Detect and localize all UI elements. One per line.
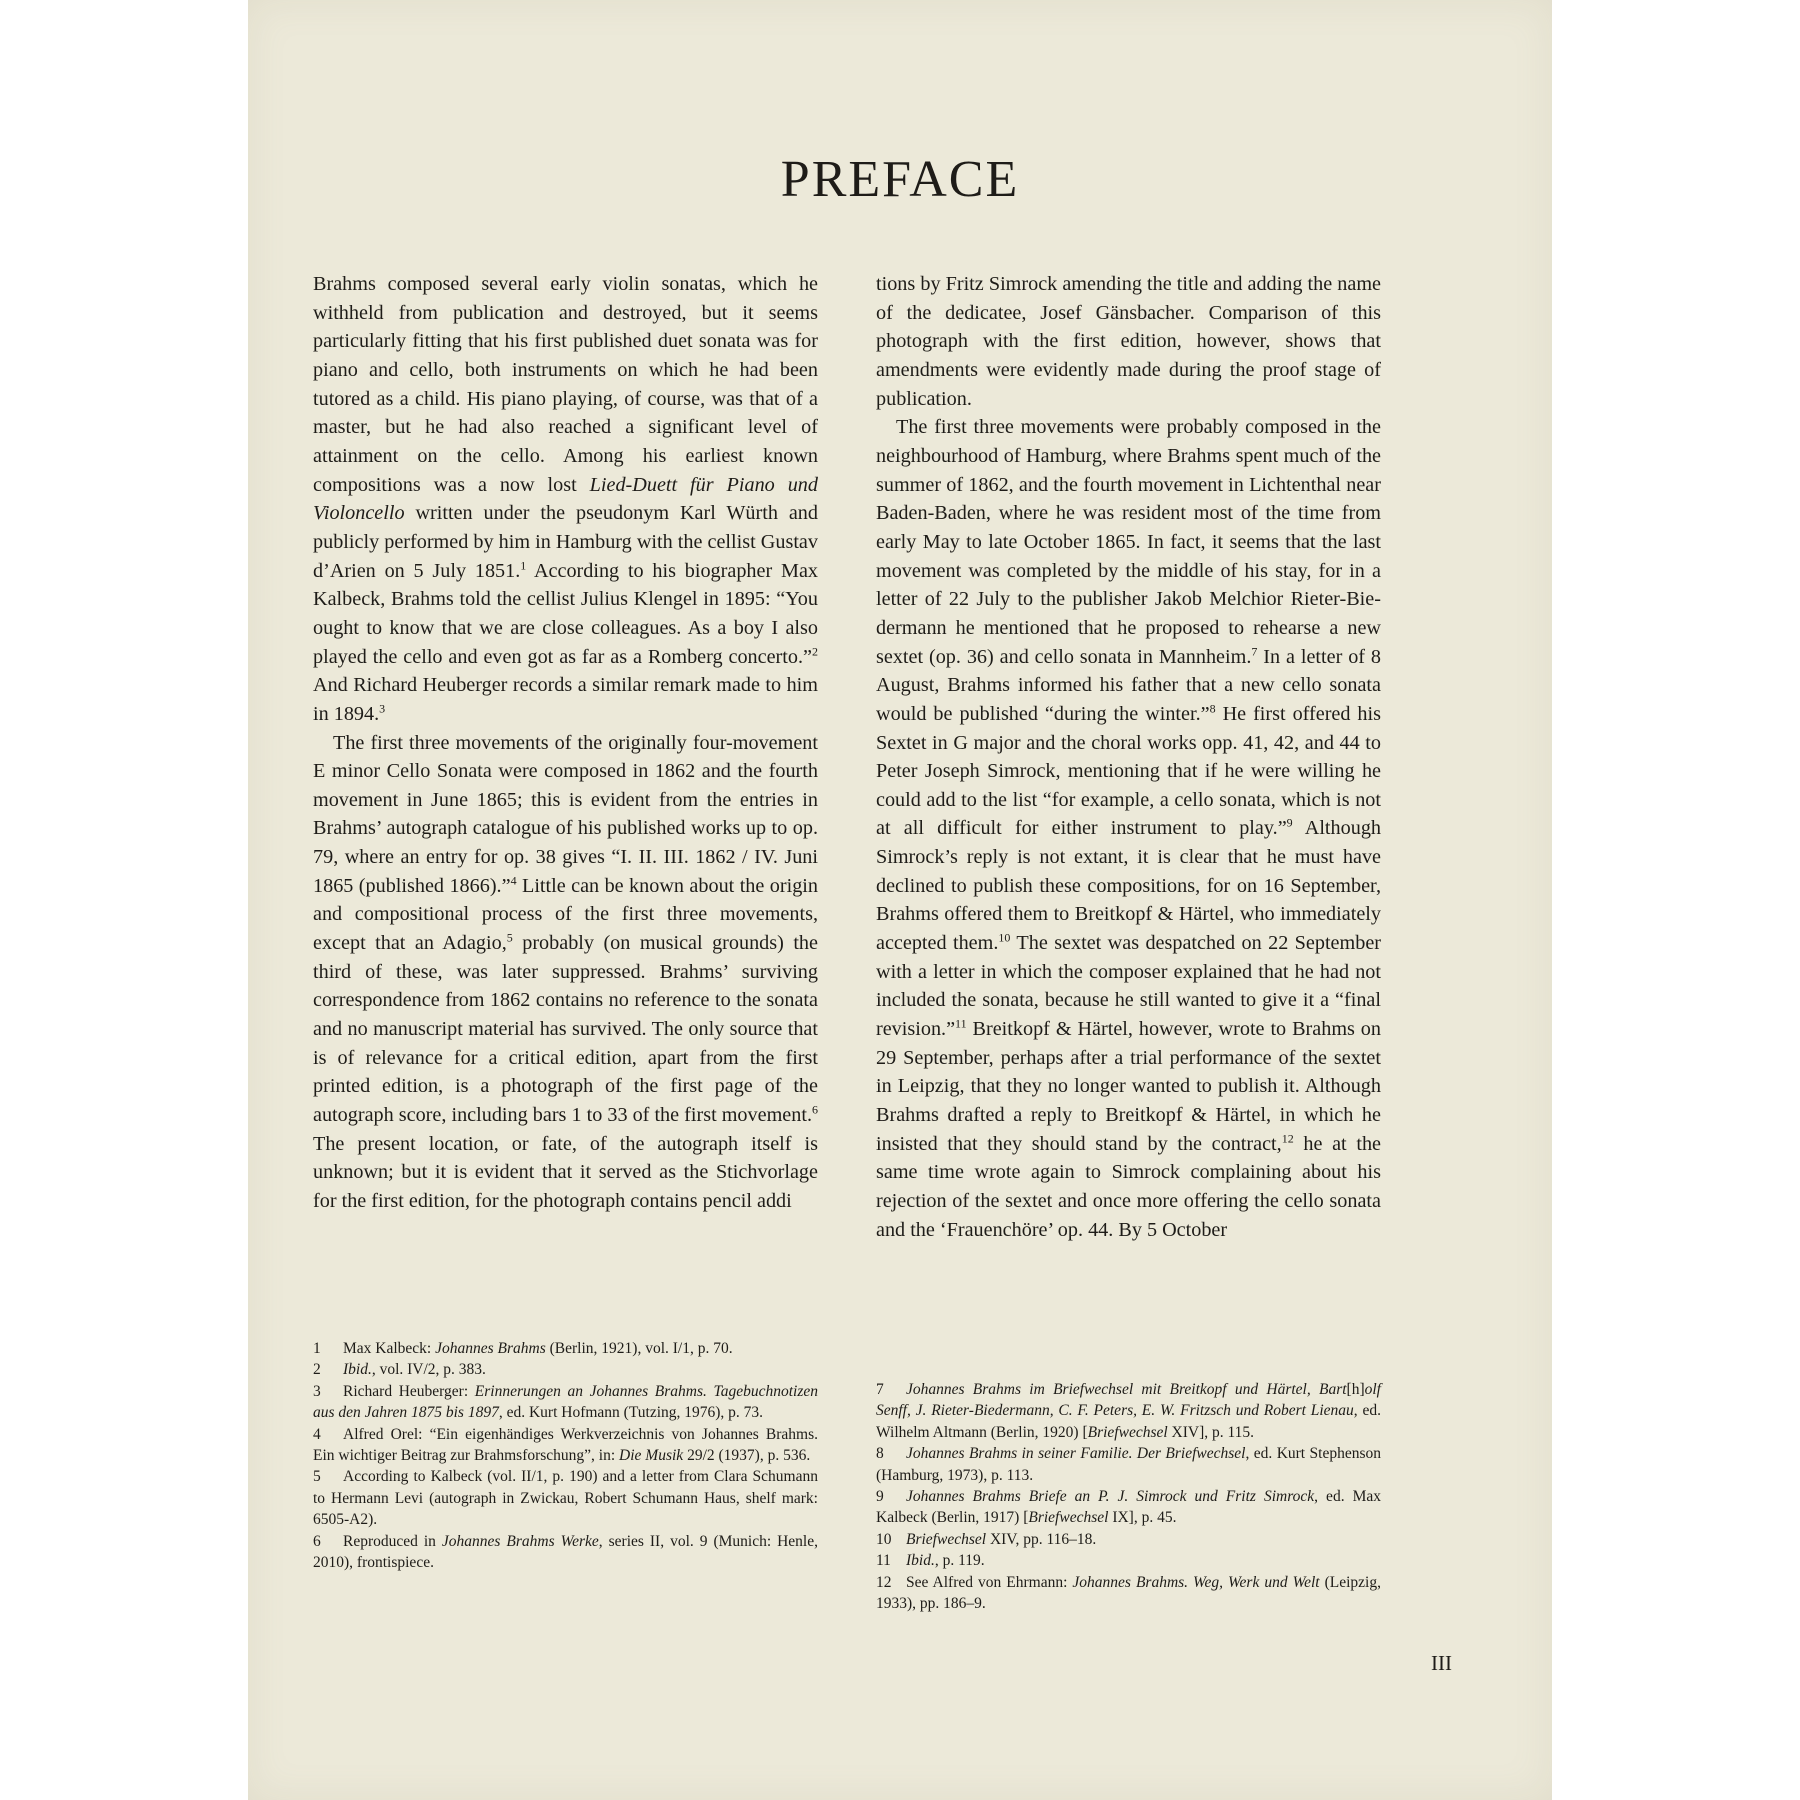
italic-text: Johannes Brahms Werke bbox=[441, 1532, 599, 1550]
text-run: tions by Fritz Simrock amending the title and adding the name of the dedicatee, Josef Gänsbacher. Comparison of this photograph with the first edition, however, shows that amendments were evidently made during the proof stage of publication. bbox=[876, 273, 1381, 410]
text-run: Although Simrock’s reply is not extant, it is clear that he must have declined to publish these compositions, for on 16 September, Brahms offered them to Breitkopf & Härtel, who immediately accepted them. bbox=[876, 817, 1382, 955]
text-run: Max Kalbeck: bbox=[343, 1340, 436, 1357]
italic-text: Johannes Brahms im Briefwechsel mit Breitkopf und Härtel, Bart bbox=[906, 1381, 1347, 1398]
text-run: written under the pseudonym Karl Würth and publicly performed by him in Hamburg with the cellist Gustav d’Arien on 5 July 1851. bbox=[313, 502, 818, 582]
footnote-ref: 6 bbox=[812, 1102, 818, 1117]
page-number: III bbox=[1431, 1651, 1452, 1675]
text-run: , ed. Max Kalbeck (Berlin, 1917) [ bbox=[876, 1488, 1381, 1527]
footnote bbox=[876, 1529, 1381, 1550]
text-run: (Leipzig, 1933), pp. 186–9. bbox=[876, 1573, 1381, 1613]
footnote bbox=[876, 1379, 1381, 1443]
footnote bbox=[876, 1572, 1381, 1615]
footnote-number: 8 bbox=[876, 1445, 884, 1463]
text-run: The first three movements of the originally four-movement E minor Cello Sonata were composed in 1862 and the fourth movement in June 1865; this is evident from the entries in Brahms’ autograph catalogue of his published works up to op. 79, where an entry for op. 38 gives “I. II. III. 1862 / IV. Juni 1865 (published 1866).” bbox=[313, 731, 818, 897]
paragraph bbox=[876, 270, 1381, 413]
footnote-number: 7 bbox=[876, 1381, 884, 1398]
italic-text: Erinnerungen an Johannes Brahms. Tagebuchnotizen aus den Jahren 1875 bis 1897 bbox=[313, 1382, 818, 1422]
footnote bbox=[313, 1424, 818, 1467]
text-run: And Richard Heuberger records a similar remark made to him in 1894. bbox=[313, 674, 818, 725]
text-run: See Alfred von Ehrmann: bbox=[906, 1573, 1073, 1591]
footnote bbox=[313, 1531, 818, 1574]
text-run: XIV, pp. 116–18. bbox=[986, 1530, 1097, 1548]
text-run: In a letter of 8 August, Brahms informed his father that a new cello sonata would be published “during the winter.” bbox=[876, 645, 1381, 725]
page-title: PREFACE bbox=[780, 151, 1020, 208]
footnote-number: 5 bbox=[313, 1468, 321, 1486]
paragraph bbox=[313, 729, 818, 1216]
italic-text: olf Senff, J. Rieter-Biedermann, C. F. Peters, E. W. Fritzsch und Robert Lienau bbox=[876, 1381, 1381, 1420]
footnote-ref: 4 bbox=[510, 873, 517, 888]
body-column-left bbox=[313, 270, 818, 1216]
italic-text: Ibid. bbox=[906, 1552, 935, 1570]
italic-text: Johannes Brahms Briefe an P. J. Simrock und Fritz Simrock bbox=[906, 1488, 1315, 1506]
footnote-ref: 7 bbox=[1251, 643, 1258, 658]
footnote-ref: 12 bbox=[1281, 1130, 1294, 1145]
text-run: IX], p. 45. bbox=[1108, 1509, 1177, 1527]
footnote-ref: 2 bbox=[812, 643, 818, 658]
text-run: probably (on musical grounds) the third of these, was later suppressed. Brahms’ surviving correspondence from 1862 contains no reference to the sonata and no manuscript material has survived. The only source that is of relevance for a critical edition, apart from the first printed edition, is a photograph of the first page of the autograph score, including bars 1 to 33 of the first movement. bbox=[313, 932, 818, 1127]
footnote-ref: 9 bbox=[1286, 815, 1293, 830]
footnote-number: 3 bbox=[313, 1382, 321, 1400]
footnote bbox=[313, 1466, 818, 1530]
text-run: The present location, or fate, of the autograph itself is unknown; but it is evident that it served as the Stichvorlage for the first edition, for the photograph contains pencil addi bbox=[313, 1132, 818, 1212]
italic-text: Ibid. bbox=[343, 1361, 372, 1379]
italic-text: Briefwechsel bbox=[906, 1530, 987, 1548]
text-run: , ed. Wilhelm Altmann (Berlin, 1920) [ bbox=[876, 1402, 1381, 1441]
footnote-ref: 3 bbox=[379, 701, 386, 716]
italic-text: Johannes Brahms in seiner Familie. Der Briefwechsel bbox=[906, 1445, 1246, 1463]
text-run: , p. 119. bbox=[934, 1552, 985, 1570]
text-run: The sextet was despatched on 22 September with a letter in which the composer explained that he had not included the sonata, because he still wanted to give it a “final revision.” bbox=[876, 932, 1382, 1041]
footnote bbox=[313, 1338, 818, 1359]
footnotes-left bbox=[313, 1338, 818, 1573]
italic-text: Lied-Duett für Piano und Violoncello bbox=[313, 473, 818, 525]
text-run: , vol. IV/2, p. 383. bbox=[371, 1361, 486, 1379]
text-run: XIV], p. 115. bbox=[1167, 1423, 1255, 1441]
text-run: According to Kalbeck (vol. II/1, p. 190) and a letter from Clara Schumann to Hermann Levi (autograph in Zwickau, Robert Schumann Haus, shelf mark: 6505-A2). bbox=[313, 1468, 818, 1529]
text-run: he at the same time wrote again to Simrock complaining about his rejection of the sextet and once more offering the cello sonata and the ‘Frauenchöre’ op. 44. By 5 October bbox=[876, 1132, 1381, 1241]
italic-text: Briefwechsel bbox=[1087, 1423, 1168, 1441]
footnote bbox=[876, 1550, 1381, 1571]
body-column-right bbox=[876, 270, 1381, 1244]
footnote-ref: 5 bbox=[506, 930, 513, 945]
text-run: Reproduced in bbox=[343, 1532, 442, 1550]
text-run: Alfred Orel: “Ein eigenhändiges Werkverzeichnis von Johannes Brahms. Ein wichtiger Beitrag zur Brahmsforschung”, in: bbox=[313, 1425, 818, 1465]
paragraph bbox=[313, 270, 818, 729]
paragraph bbox=[876, 413, 1381, 1244]
italic-text: Johannes Brahms bbox=[435, 1340, 546, 1357]
footnote-number: 12 bbox=[876, 1573, 892, 1591]
text-run: [h] bbox=[1346, 1381, 1365, 1398]
footnote-ref: 1 bbox=[520, 557, 527, 572]
footnote bbox=[313, 1359, 818, 1380]
text-run: According to his biographer Max Kalbeck, Brahms told the cellist Julius Klengel in 1895: “You ought to know that we are close colleagues. As a boy I also played the cello and even got as far as a Romberg concerto.” bbox=[313, 559, 818, 668]
text-run: The first three movements were probably composed in the neighbourhood of Hamburg, where Brahms spent much of the summer of 1862, and the fourth movement in Lichtenthal near Baden-Baden, where he was resident most of the time from early May to late October 1865. In fact, it seems that the last movement was completed by the middle of his stay, for in a letter of 22 July to the publisher Jakob Melchior Rieter-Biedermann he mentioned that he proposed to rehearse a new sextet (op. 36) and cello sonata in Mannheim. bbox=[876, 416, 1381, 668]
text-run: Brahms composed several early violin sonatas, which he withheld from publication and destroyed, but it seems particularly fitting that his first published duet sonata was for piano and cello, both instruments on which he had been tutored as a child. His piano playing, of course, was that of a master, but he had also reached a significant level of attainment on the cello. Among his earliest known compositions was a now lost bbox=[313, 273, 818, 496]
text-run: (Berlin, 1921), vol. I/1, p. 70. bbox=[545, 1340, 733, 1357]
footnotes-right bbox=[876, 1379, 1381, 1614]
italic-text: Johannes Brahms. Weg, Werk und Welt bbox=[1072, 1573, 1320, 1591]
text-run: , ed. Kurt Stephenson (Hamburg, 1973), p. 113. bbox=[876, 1445, 1382, 1484]
footnote-number: 1 bbox=[313, 1340, 321, 1357]
text-run: He first offered his Sextet in G major and the choral works opp. 41, 42, and 44 to Peter Joseph Simrock, mentioning that if he were willing he could add to the list “for example, a cello sonata, which is not at all difficult for either instrument to play.” bbox=[876, 702, 1381, 840]
footnote-number: 10 bbox=[876, 1530, 892, 1548]
footnote-number: 11 bbox=[876, 1552, 891, 1570]
page-sheet bbox=[248, 0, 1552, 1800]
text-run: 29/2 (1937), p. 536. bbox=[683, 1447, 811, 1465]
footnote-number: 2 bbox=[313, 1361, 321, 1379]
text-run: Little can be known about the origin and compositional process of the first three movements, except that an Adagio, bbox=[313, 874, 818, 955]
footnote bbox=[876, 1443, 1381, 1486]
footnote bbox=[876, 1486, 1381, 1529]
footnote-number: 6 bbox=[313, 1532, 321, 1550]
footnote-ref: 10 bbox=[998, 930, 1011, 945]
italic-text: Die Musik bbox=[619, 1447, 684, 1465]
footnote-ref: 8 bbox=[1209, 701, 1216, 716]
text-run: , ed. Kurt Hofmann (Tutzing, 1976), p. 73. bbox=[498, 1404, 764, 1422]
text-run: Richard Heuberger: bbox=[343, 1382, 475, 1400]
footnote bbox=[313, 1381, 818, 1424]
footnote-number: 4 bbox=[313, 1425, 321, 1443]
footnote-ref: 11 bbox=[955, 1016, 967, 1031]
footnote-number: 9 bbox=[876, 1488, 884, 1506]
italic-text: Briefwechsel bbox=[1028, 1509, 1109, 1527]
text-run: , series II, vol. 9 (Munich: Henle, 2010), frontispiece. bbox=[313, 1532, 818, 1572]
text-run: Breitkopf & Härtel, however, wrote to Brahms on 29 September, perhaps after a trial performance of the sextet in Leipzig, that they no longer wanted to publish it. Although Brahms drafted a reply to Breitkopf & Härtel, in which he insisted that they should stand by the contract, bbox=[876, 1018, 1381, 1155]
